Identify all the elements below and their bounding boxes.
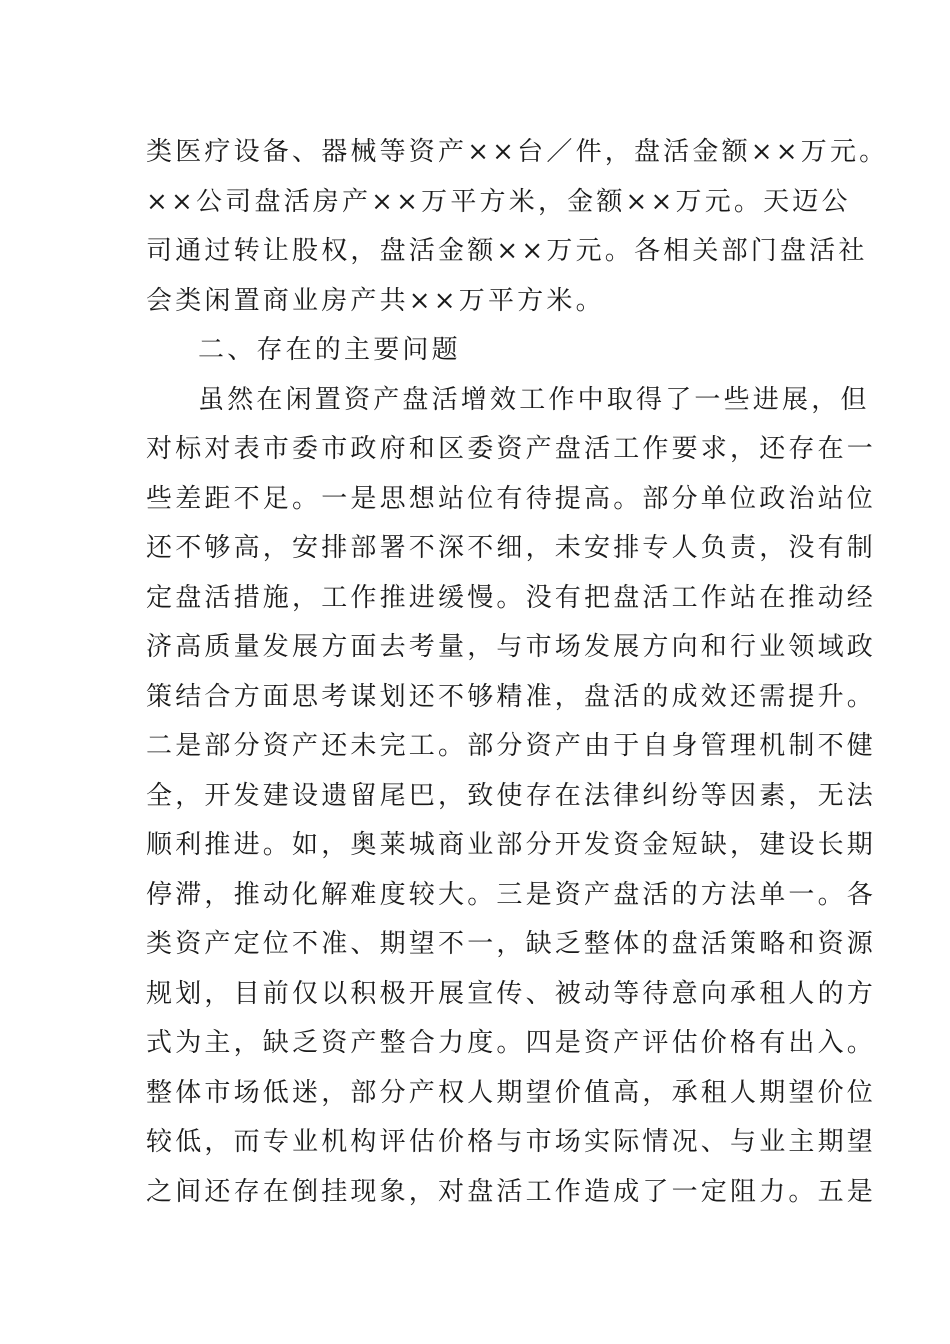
text-line: 定盘活措施，工作推进缓慢。没有把盘活工作站在推动经 [146, 582, 877, 613]
document-body [146, 128, 889, 1217]
text-line: 式为主，缺乏资产整合力度。四是资产评估价格有出入。 [146, 1028, 877, 1058]
text-line: 顺利推进。如，奥莱城商业部分开发资金短缺，建设长期 [146, 830, 877, 860]
paragraph-first-line: 虽然在闲置资产盘活增效工作中取得了一些进展，但 [198, 384, 870, 415]
text-line: 之间还存在倒挂现象，对盘活工作造成了一定阻力。五是 [146, 1176, 877, 1207]
text-line: 会类闲置商业房产共××万平方米。 [146, 285, 605, 316]
text-line: 策结合方面思考谋划还不够精准，盘活的成效还需提升。 [146, 681, 877, 712]
text-line: 类医疗设备、器械等资产××台／件，盘活金额××万元。 [146, 137, 889, 167]
text-line: 全，开发建设遗留尾巴，致使存在法律纠纷等因素，无法 [146, 780, 877, 811]
text-line: 司通过转让股权，盘活金额××万元。各相关部门盘活社 [146, 236, 868, 266]
text-line: 还不够高，安排部署不深不细，未安排专人负责，没有制 [146, 533, 877, 563]
text-line: 整体市场低迷，部分产权人期望价值高，承租人期望价位 [146, 1077, 877, 1108]
section-heading: 二、存在的主要问题 [198, 335, 461, 365]
text-line: 类资产定位不准、期望不一，缺乏整体的盘活策略和资源 [146, 929, 877, 959]
text-line: 济高质量发展方面去考量，与市场发展方向和行业领域政 [146, 632, 877, 662]
text-line: 规划，目前仅以积极开展宣传、被动等待意向承租人的方 [146, 978, 877, 1009]
text-line: 二是部分资产还未完工。部分资产由于自身管理机制不健 [146, 731, 877, 761]
text-line: 停滞，推动化解难度较大。三是资产盘活的方法单一。各 [146, 879, 877, 910]
text-line: ××公司盘活房产××万平方米，金额××万元。天迈公 [146, 186, 851, 217]
text-line: 些差距不足。一是思想站位有待提高。部分单位政治站位 [146, 483, 877, 514]
text-line: 对标对表市委市政府和区委资产盘活工作要求，还存在一 [146, 434, 877, 464]
text-line: 较低，而专业机构评估价格与市场实际情况、与业主期望 [146, 1127, 877, 1157]
